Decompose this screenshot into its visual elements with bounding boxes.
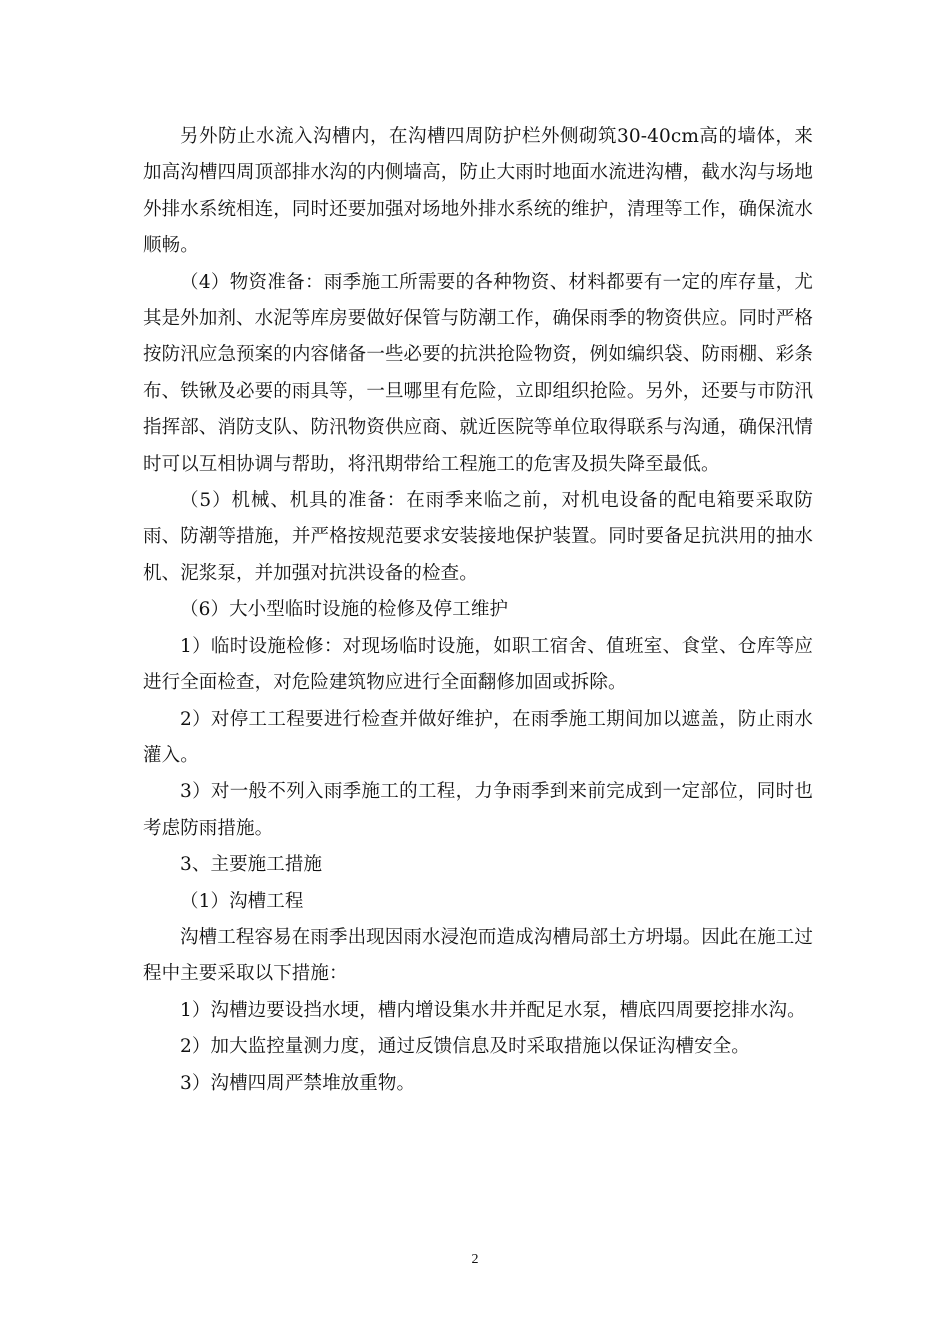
list-item-monitoring: 2）加大监控量测力度，通过反馈信息及时采取措施以保证沟槽安全。 bbox=[180, 1036, 750, 1058]
paragraph-temporary-facilities-heading: （6）大小型临时设施的检修及停工维护 bbox=[180, 599, 509, 621]
section-heading-main-measures: 3、主要施工措施 bbox=[180, 854, 323, 876]
list-item-no-heavy-loads: 3）沟槽四周严禁堆放重物。 bbox=[180, 1072, 416, 1094]
paragraph-materials-preparation: （4）物资准备：雨季施工所需要的各种物资、材料都要有一定的库存量，尤其是外加剂、水泥等库房要做好保管与防潮工作，确保雨季的物资供应。同时严格按防汛应急预案的内容储备一些必要的抗洪抢险物资，例如编织袋、防雨棚、彩条布、铁锹及必要的雨具等，一旦哪里有危险，立即组织抢险。另外，还要与市防汛指挥部、消防支队、防汛物资供应商、就近医院等单位取得联系与沟通，确保汛情时可以互相协调与帮助，将汛期带给工程施工的危害及损失降至最低。 bbox=[143, 271, 813, 475]
page-number: 2 bbox=[471, 1252, 479, 1267]
paragraph-trench-collapse: 沟槽工程容易在雨季出现因雨水浸泡而造成沟槽局部土方坍塌。因此在施工过程中主要采取以下措施： bbox=[143, 926, 813, 985]
paragraph-machinery-preparation: （5）机械、机具的准备：在雨季来临之前，对机电设备的配电箱要采取防雨、防潮等措施，并严格按规范要求安装接地保护装置。同时要备足抗洪用的抽水机、泥浆泵，并加强对抗洪设备的检查。 bbox=[143, 490, 813, 584]
paragraph-non-rain-works: 3）对一般不列入雨季施工的工程，力争雨季到来前完成到一定部位，同时也考虑防雨措施。 bbox=[143, 781, 813, 839]
subsection-heading-trench-works: （1）沟槽工程 bbox=[180, 890, 304, 912]
list-item-water-barrier: 1）沟槽边要设挡水埂，槽内增设集水井并配足水泵，槽底四周要挖排水沟。 bbox=[180, 999, 806, 1021]
paragraph-suspended-works: 2）对停工工程要进行检查并做好维护，在雨季施工期间加以遮盖，防止雨水灌入。 bbox=[143, 708, 813, 766]
document-body bbox=[143, 119, 813, 1102]
paragraph-drainage: 另外防止水流入沟槽内，在沟槽四周防护栏外侧砌筑30-40cm高的墙体，来加高沟槽四周顶部排水沟的内侧墙高，防止大雨时地面水流进沟槽，截水沟与场地外排水系统相连，同时还要加强对场地外排水系统的维护，清理等工作，确保流水顺畅。 bbox=[143, 126, 813, 257]
paragraph-facility-inspection: 1）临时设施检修：对现场临时设施，如职工宿舍、值班室、食堂、仓库等应进行全面检查，对危险建筑物应进行全面翻修加固或拆除。 bbox=[143, 635, 813, 694]
